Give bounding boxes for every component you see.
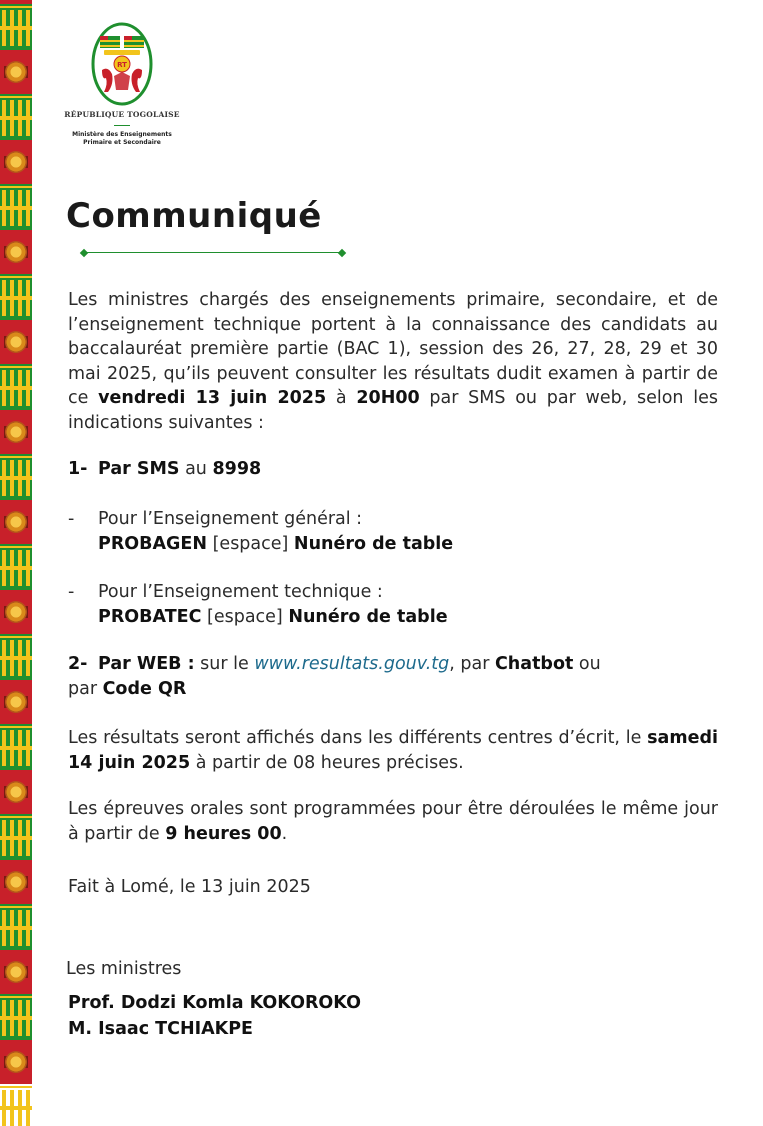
- border-motif: [5, 601, 27, 623]
- border-motif: [0, 1016, 32, 1020]
- border-motif: [0, 726, 32, 728]
- coat-of-arms: [62, 18, 182, 158]
- display-paragraph: Les résultats seront affichés dans les différents centres d’écrit, le samedi 14 juin 2025 à partir de 08 heures précises.: [68, 728, 718, 773]
- border-motif: [0, 656, 32, 660]
- country-name: RÉPUBLIQUE TOGOLAISE: [64, 110, 180, 119]
- border-motif: [5, 871, 27, 893]
- signatory-name-2: M. Isaac TCHIAKPE: [68, 1019, 253, 1039]
- border-motif: [0, 276, 32, 278]
- rule-diamond-right: [338, 248, 346, 256]
- border-motif: [0, 456, 32, 458]
- border-motif: [0, 116, 32, 120]
- border-motif: [0, 6, 32, 8]
- border-motif: [0, 296, 32, 300]
- signatories-heading: Les ministres: [66, 959, 182, 979]
- border-motif: [0, 906, 32, 908]
- ministry-name: Ministère des Enseignements Primaire et Secondaire: [72, 131, 172, 146]
- border-motif: [0, 746, 32, 750]
- togo-emblem-icon: [90, 20, 154, 108]
- signatory-name-1: Prof. Dodzi Komla KOKOROKO: [68, 993, 361, 1013]
- border-motif: [0, 386, 32, 390]
- border-motif: [5, 691, 27, 713]
- border-motif: [0, 566, 32, 570]
- results-link[interactable]: www.resultats.gouv.tg: [254, 654, 450, 674]
- border-motif: [0, 816, 32, 818]
- sms-technique-item: - Pour l’Enseignement technique : PROBATEC [espace] Nunéro de table: [68, 582, 448, 627]
- border-motif: [0, 476, 32, 480]
- place-date: Fait à Lomé, le 13 juin 2025: [68, 877, 311, 897]
- border-motif: [0, 636, 32, 638]
- border-motif: [5, 961, 27, 983]
- border-motif: [0, 186, 32, 188]
- border-motif: [5, 1051, 27, 1073]
- border-motif: [0, 996, 32, 998]
- svg-text:RT: RT: [117, 61, 127, 69]
- oral-paragraph: Les épreuves orales sont programmées pour être déroulées le même jour à partir de 9 heures 00.: [68, 799, 718, 844]
- title-divider: [84, 252, 342, 253]
- border-motif: [0, 366, 32, 368]
- kente-border: [0, 0, 32, 1080]
- sms-heading: 1- Par SMS au 8998: [68, 459, 262, 479]
- border-motif: [0, 0, 32, 4]
- border-motif: [0, 836, 32, 840]
- border-motif: [0, 1086, 32, 1088]
- border-motif: [5, 61, 27, 83]
- border-motif: [5, 331, 27, 353]
- border-motif: [5, 241, 27, 263]
- border-motif: [0, 926, 32, 930]
- intro-paragraph: Les ministres chargés des enseignements primaire, secondaire, et de l’enseignement technique portent à la connaissance des candidats au baccalauréat première partie (BAC 1), session des 26, 27, 28, 29 et 30 mai 2025, qu’ils peuvent consulter les résultats dudit examen à partir de ce vendredi 13 juin 2025 à 20H00 par SMS ou par web, selon les indications suivantes :: [68, 290, 718, 433]
- border-motif: [0, 546, 32, 548]
- border-motif: [5, 781, 27, 803]
- web-heading: 2- Par WEB : sur le www.resultats.gouv.tg, par Chatbot ou par Code QR: [68, 654, 601, 699]
- divider: [114, 125, 130, 126]
- border-motif: [0, 96, 32, 98]
- border-motif: [0, 26, 32, 30]
- page-title: Communiqué: [66, 196, 322, 236]
- border-motif: [5, 421, 27, 443]
- sms-general-item: - Pour l’Enseignement général : PROBAGEN [espace] Nunéro de table: [68, 509, 454, 554]
- border-motif: [0, 1106, 32, 1110]
- border-motif: [0, 206, 32, 210]
- border-motif: [5, 151, 27, 173]
- border-motif: [5, 511, 27, 533]
